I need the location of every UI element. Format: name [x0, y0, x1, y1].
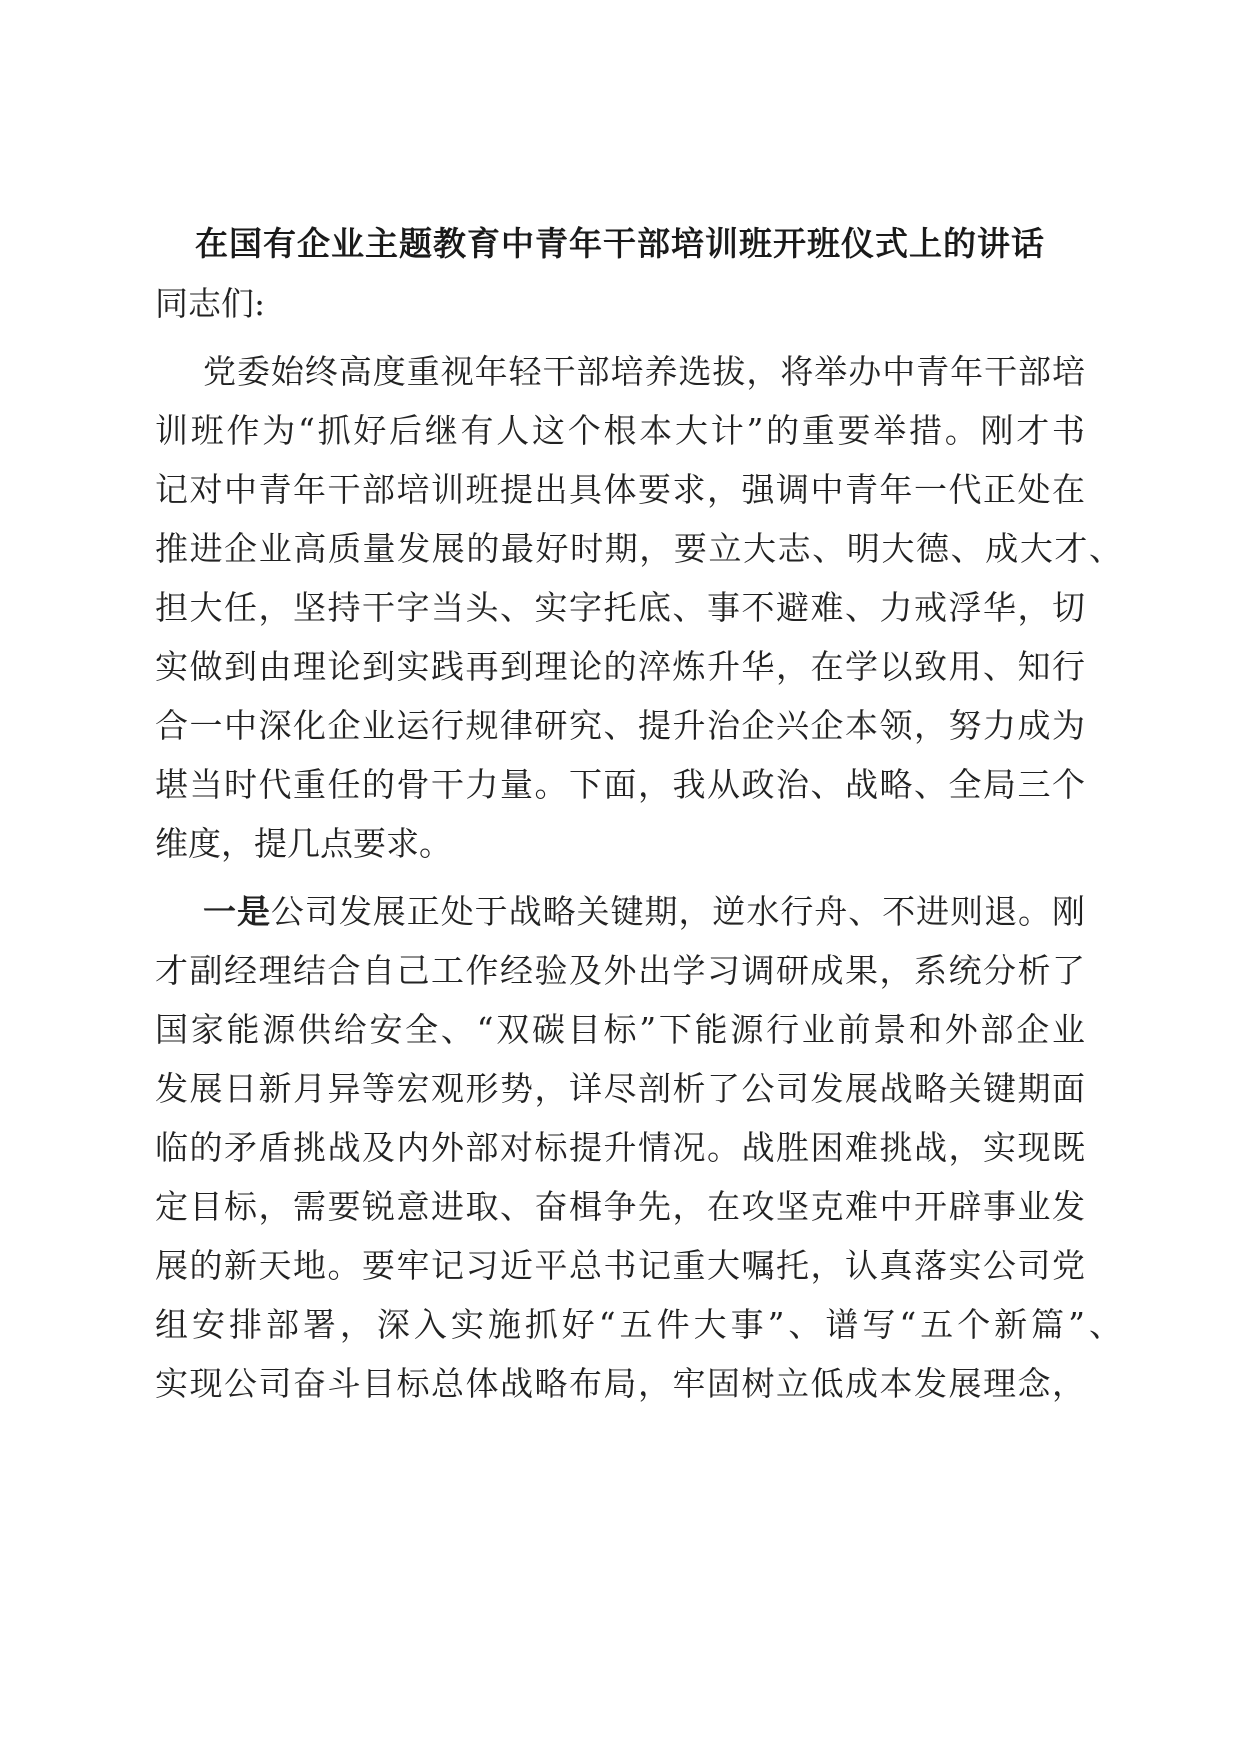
text-line: 组安排部署，深入实施抓好“五件大事”、谱写“五个新篇”、 [155, 1305, 1122, 1344]
text-line: 展的新天地。要牢记习近平总书记重大嘱托，认真落实公司党 [155, 1246, 1085, 1285]
text-line: 才副经理结合自己工作经验及外出学习调研成果，系统分析了 [155, 951, 1085, 990]
text-line: 担大任，坚持干字当头、实字托底、事不避难、力戒浮华，切 [155, 588, 1085, 627]
text-line: 国家能源供给安全、“双碳目标”下能源行业前景和外部企业 [155, 1010, 1085, 1049]
text-line: 发展日新月异等宏观形势，详尽剖析了公司发展战略关键期面 [155, 1069, 1085, 1108]
point-text: 公司发展正处于战略关键期，逆水行舟、不进则退。刚 [270, 892, 1086, 931]
point-lead: 一是 [203, 892, 271, 931]
text-line [203, 890, 1085, 934]
text-line: 推进企业高质量发展的最好时期，要立大志、明大德、成大才、 [155, 529, 1122, 568]
text-line: 记对中青年干部培训班提出具体要求，强调中青年一代正处在 [155, 470, 1085, 509]
text-line: 维度，提几点要求。 [155, 824, 452, 863]
text-line: 合一中深化企业运行规律研究、提升治企兴企本领，努力成为 [155, 706, 1085, 745]
text-line: 堪当时代重任的骨干力量。下面，我从政治、战略、全局三个 [155, 765, 1085, 804]
salutation: 同志们: [155, 284, 266, 323]
text-line: 实现公司奋斗目标总体战略布局，牢固树立低成本发展理念， [155, 1364, 1085, 1403]
text-line: 定目标，需要锐意进取、奋楫争先，在攻坚克难中开辟事业发 [155, 1187, 1085, 1226]
document-title: 在国有企业主题教育中青年干部培训班开班仪式上的讲话 [195, 224, 1045, 263]
text-line: 临的矛盾挑战及内外部对标提升情况。战胜困难挑战，实现既 [155, 1128, 1085, 1167]
text-line: 训班作为“抓好后继有人这个根本大计”的重要举措。刚才书 [155, 411, 1085, 450]
text-line: 实做到由理论到实践再到理论的淬炼升华，在学以致用、知行 [155, 647, 1085, 686]
text-line: 党委始终高度重视年轻干部培养选拔，将举办中青年干部培 [203, 352, 1085, 391]
